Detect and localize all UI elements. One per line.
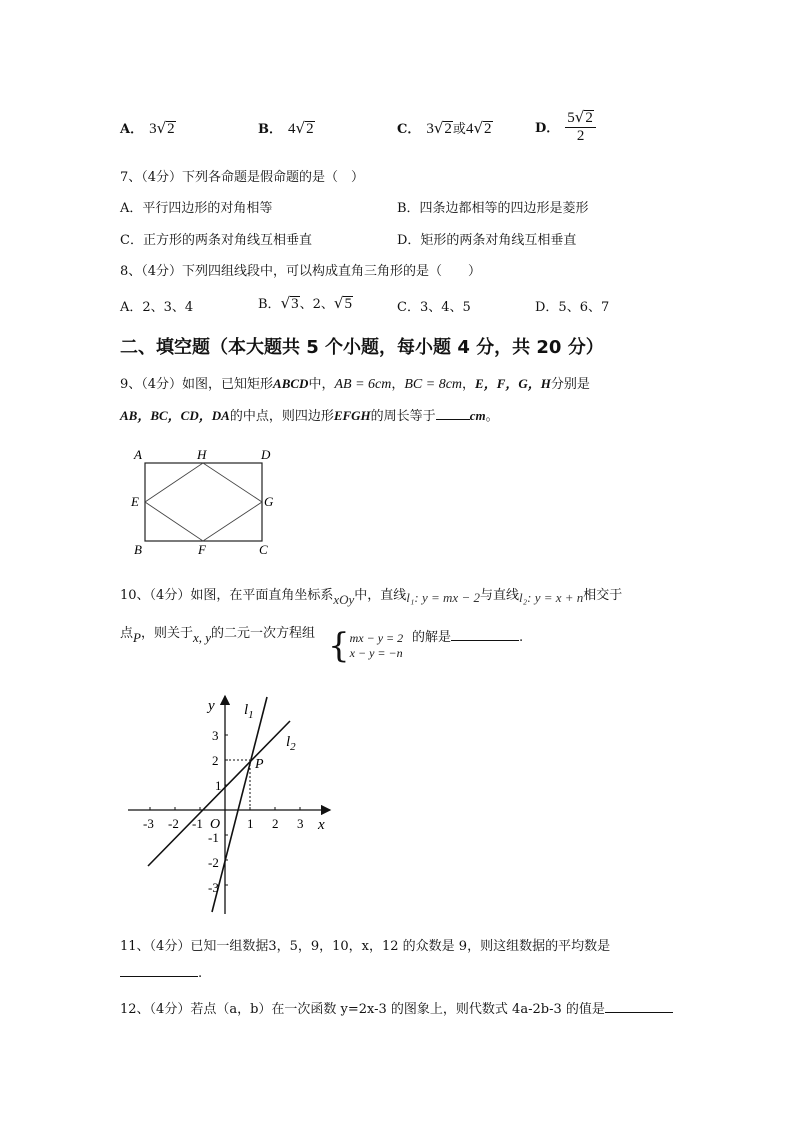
svg-text:-3: -3 <box>143 816 154 831</box>
rectangle-figure <box>128 444 288 560</box>
svg-text:3: 3 <box>297 816 304 831</box>
l2-label: $l_2$ <box>286 734 296 753</box>
line-l2 <box>148 721 290 866</box>
q7-stem: 7、（4分）下列各命题是假命题的是（ ） <box>120 170 365 185</box>
q11-line2: . <box>120 966 202 981</box>
q6-option-d: D． $\frac{5√2}{2}$ <box>535 108 596 145</box>
label-E: E <box>131 494 139 509</box>
coordinate-graph <box>120 688 340 920</box>
q9-line2: AB，BC，CD，DA的中点，则四边形EFGH的周长等于 cm。 <box>120 408 499 424</box>
answer-blank[interactable] <box>451 640 519 641</box>
x-axis-label: x <box>318 817 325 833</box>
svg-text:2: 2 <box>272 816 279 831</box>
q11-line1: 11、（4分）已知一组数据3，5，9，10，x，12 的众数是 9，则这组数据的平均数是 <box>120 939 611 954</box>
x-tick-labels <box>143 816 304 831</box>
label-F: F <box>198 542 206 557</box>
line-l1 <box>212 697 267 912</box>
q8-option-d: D．5、6、7 <box>535 300 610 315</box>
q6-option-a: A． 3√2 <box>120 119 175 137</box>
svg-text:1: 1 <box>215 778 222 793</box>
svg-text:3: 3 <box>212 728 219 743</box>
origin-label: O <box>210 817 221 832</box>
label-B: B <box>134 542 142 557</box>
point-p-label: P <box>255 757 264 772</box>
label-C: C <box>259 542 268 557</box>
svg-text:1: 1 <box>247 816 254 831</box>
section-heading: 二、填空题（本大题共 5 个小题，每小题 4 分，共 20 分） <box>120 337 604 358</box>
svg-text:-2: -2 <box>208 855 219 870</box>
rectangle-abcd <box>145 463 262 541</box>
q7-option-b: B．四条边都相等的四边形是菱形 <box>397 201 589 216</box>
q8-option-c: C．3、4、5 <box>397 300 471 315</box>
answer-blank[interactable] <box>605 1012 673 1013</box>
q9-line1: 9、（4分）如图，已知矩形ABCD中，AB = 6cm，BC = 8cm，E，F，G，H分别是 <box>120 376 590 392</box>
q12-line1: 12、（4分）若点（a，b）在一次函数 y=2x-3 的图象上，则代数式 4a-2b-3 的值是 <box>120 998 673 1017</box>
q8-option-b: B．√3、2、√5 <box>258 294 352 312</box>
label-A: A <box>134 447 142 462</box>
svg-text:-3: -3 <box>208 880 219 895</box>
q6-option-b: B． 4√2 <box>258 119 314 137</box>
label-G: G <box>264 494 274 509</box>
brace-icon: { <box>328 626 350 666</box>
q8-option-a: A．2、3、4 <box>120 300 194 315</box>
label-H: H <box>197 447 207 462</box>
q7-option-c: C．正方形的两条对角线互相垂直 <box>120 233 312 248</box>
svg-text:-2: -2 <box>168 816 179 831</box>
y-tick-labels <box>208 728 222 895</box>
fraction: $\frac{5√2}{2}$ <box>565 108 596 145</box>
rhombus-efgh <box>145 463 262 541</box>
q7-option-a: A．平行四边形的对角相等 <box>120 201 273 216</box>
answer-blank[interactable] <box>120 976 198 977</box>
q10-answer: 的解是 . <box>412 630 524 645</box>
equation-system: { mx − y = 2 x − y = −n <box>328 626 404 666</box>
svg-text:2: 2 <box>212 753 219 768</box>
answer-blank[interactable] <box>436 419 470 420</box>
q7-option-d: D．矩形的两条对角线互相垂直 <box>397 233 577 248</box>
l1-label: $l_1$ <box>244 702 254 721</box>
svg-text:-1: -1 <box>192 816 203 831</box>
q8-stem: 8、（4分）下列四组线段中，可以构成直角三角形的是（ ） <box>120 264 482 279</box>
q6-option-c: C． 3√2或4√2 <box>397 119 492 137</box>
svg-text:-1: -1 <box>208 830 219 845</box>
label-D: D <box>261 447 271 462</box>
q10-line1: 10、（4分）如图，在平面直角坐标系xOy中，直线l₁: y = mx − 2与直线l₂: y = x + n相交于 <box>120 588 623 607</box>
q10-line2: 点P，则关于x, y的二元一次方程组 <box>120 626 316 645</box>
y-axis-label: y <box>208 698 215 714</box>
